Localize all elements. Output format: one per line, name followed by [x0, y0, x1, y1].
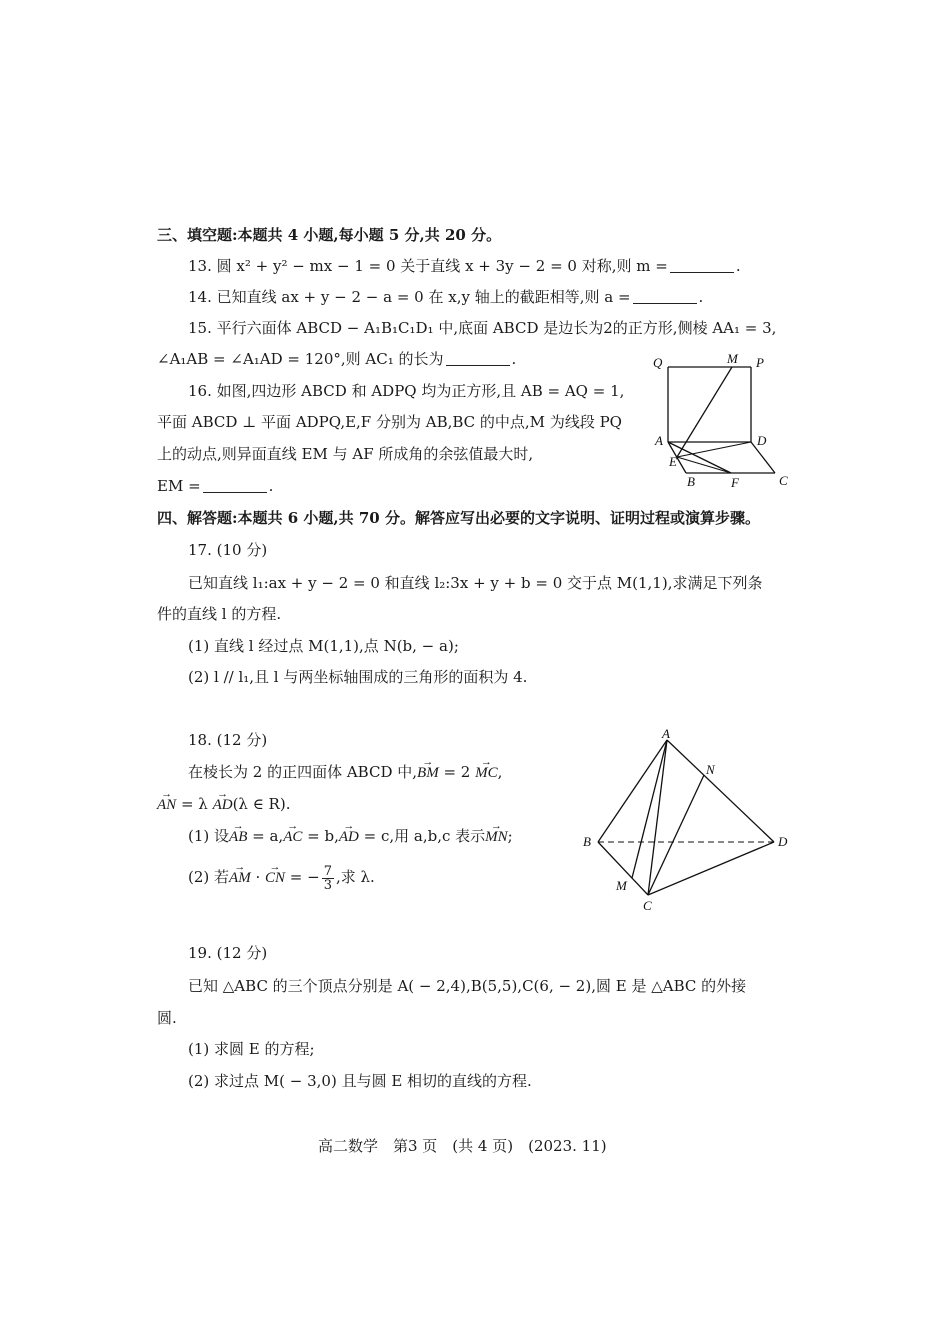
question-15-line-2 — [157, 349, 516, 369]
segment-AM — [632, 740, 667, 878]
label-Q: Q — [653, 355, 663, 370]
edge-AD — [667, 740, 774, 842]
answer-blank — [203, 478, 267, 493]
label-A: A — [655, 433, 663, 448]
section-answer-heading: 四、解答题:本题共 6 小题,共 70 分。解答应写出必要的文字说明、证明过程或演算步骤。 — [157, 509, 760, 527]
question-14-text: 14. 已知直线 ax + y − 2 − a = 0 在 x,y 轴上的截距相等,则 a = — [188, 288, 631, 306]
question-19-line-2: 圆. — [157, 1009, 177, 1027]
question-14 — [188, 287, 703, 307]
answer-blank — [446, 351, 510, 366]
question-18-part-2 — [188, 862, 375, 893]
vector-AD: → AD — [213, 795, 233, 815]
question-18-part-1 — [188, 826, 513, 847]
vector-MN: → MN — [485, 827, 508, 847]
answer-blank — [633, 289, 697, 304]
label-E: E — [669, 454, 677, 469]
answer-blank — [670, 258, 734, 273]
edge-CD — [648, 842, 774, 895]
question-13 — [188, 256, 741, 276]
q18-text: 在棱长为 2 的正四面体 ABCD 中, — [188, 763, 418, 781]
question-15-end: . — [511, 350, 517, 368]
question-16-line-1: 16. 如图,四边形 ABCD 和 ADPQ 均为正方形,且 AB = AQ = 1, — [188, 382, 625, 400]
vector-CN: → CN — [265, 863, 285, 893]
label-N: N — [706, 762, 715, 777]
label-B: B — [687, 474, 695, 489]
question-16-line-4 — [157, 476, 273, 496]
question-18-head: 18. (12 分) — [188, 731, 268, 749]
segment-ED — [677, 442, 751, 457]
fraction-numerator: 7 — [323, 863, 332, 879]
vector-MC: → MC — [475, 763, 498, 783]
question-18-line-2 — [157, 794, 290, 815]
q18-text: ; — [507, 827, 513, 845]
question-14-end: . — [698, 288, 704, 306]
question-19-part-1: (1) 求圆 E 的方程; — [188, 1040, 315, 1058]
q18-text: (1) 设 — [188, 827, 230, 845]
question-17-line-2: 件的直线 l 的方程. — [157, 605, 282, 623]
question-15-line-1: 15. 平行六面体 ABCD − A₁B₁C₁D₁ 中,底面 ABCD 是边长为2的正方形,侧棱 AA₁ = 3, — [188, 319, 777, 337]
figure-q18-tetrahedron — [578, 728, 800, 916]
question-17-head: 17. (10 分) — [188, 541, 268, 559]
label-F: F — [731, 475, 739, 490]
label-D: D — [778, 834, 788, 849]
q18-text: = − — [285, 868, 320, 886]
q18-text: (λ ∈ R). — [232, 795, 291, 813]
question-18-line-1 — [188, 762, 502, 783]
label-M: M — [727, 351, 738, 366]
question-16-text: EM = — [157, 477, 201, 495]
question-15-text: ∠A₁AB = ∠A₁AD = 120°,则 AC₁ 的长为 — [157, 350, 444, 368]
label-M: M — [616, 878, 627, 893]
q18-text: ,求 λ. — [336, 868, 375, 886]
vector-AC: → AC — [283, 827, 302, 847]
vector-BM: → BM — [417, 763, 439, 783]
label-B: B — [583, 834, 591, 849]
question-16-line-3: 上的动点,则异面直线 EM 与 AF 所成角的余弦值最大时, — [157, 445, 534, 463]
segment-CN — [648, 775, 704, 895]
question-16-line-2: 平面 ABCD ⊥ 平面 ADPQ,E,F 分别为 AB,BC 的中点,M 为线段 PQ — [157, 413, 622, 431]
figure-q16-squares — [648, 345, 798, 493]
label-C: C — [779, 473, 788, 488]
question-19-line-1: 已知 △ABC 的三个顶点分别是 A( − 2,4),B(5,5),C(6, − 2),圆 E 是 △ABC 的外接 — [188, 977, 747, 995]
q18-text: = a, — [247, 827, 284, 845]
label-P: P — [756, 355, 764, 370]
question-17-part-1: (1) 直线 l 经过点 M(1,1),点 N(b, − a); — [188, 637, 459, 655]
vector-AN: → AN — [157, 795, 176, 815]
label-A: A — [662, 728, 670, 741]
question-19-part-2: (2) 求过点 M( − 3,0) 且与圆 E 相切的直线的方程. — [188, 1072, 532, 1090]
q18-text: = c,用 a,b,c 表示 — [358, 827, 486, 845]
label-C: C — [643, 898, 652, 913]
q18-comma: , — [497, 763, 503, 781]
segment-EM — [677, 367, 732, 457]
q18-text: = b, — [302, 827, 339, 845]
question-19-head: 19. (12 分) — [188, 944, 268, 962]
label-D: D — [757, 433, 767, 448]
question-13-end: . — [735, 257, 741, 275]
vector-AB: → AB — [229, 827, 247, 847]
q18-eq: = λ — [176, 795, 213, 813]
q18-text: (2) 若 — [188, 868, 230, 886]
fraction-7-3 — [322, 865, 334, 892]
q18-eq: = 2 — [438, 763, 476, 781]
question-13-text: 13. 圆 x² + y² − mx − 1 = 0 关于直线 x + 3y − 2 = 0 对称,则 m = — [188, 257, 668, 275]
question-16-end: . — [268, 477, 274, 495]
q18-dot: · — [250, 868, 266, 886]
page-footer: 高二数学 第3 页 (共 4 页) (2023. 11) — [318, 1137, 607, 1155]
fraction-denominator: 3 — [323, 877, 332, 893]
vector-AM: → AM — [229, 863, 251, 893]
question-17-part-2: (2) l // l₁,且 l 与两坐标轴围成的三角形的面积为 4. — [188, 668, 528, 686]
section-fill-in-heading: 三、填空题:本题共 4 小题,每小题 5 分,共 20 分。 — [157, 226, 502, 244]
vector-AD: → AD — [339, 827, 359, 847]
question-17-line-1: 已知直线 l₁:ax + y − 2 = 0 和直线 l₂:3x + y + b = 0 交于点 M(1,1),求满足下列条 — [188, 574, 763, 592]
